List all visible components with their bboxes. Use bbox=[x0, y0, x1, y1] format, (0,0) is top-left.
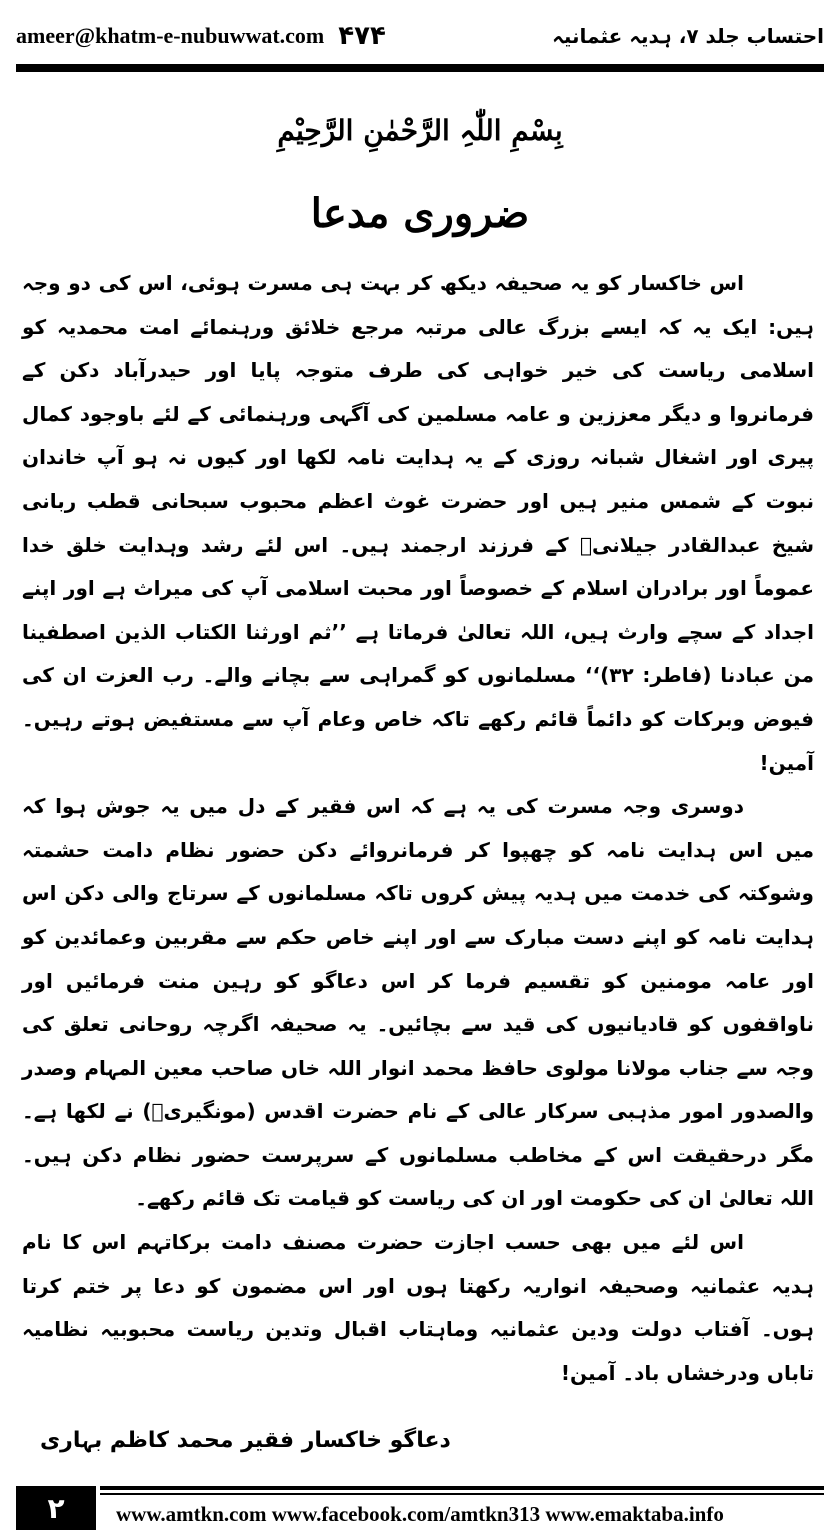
header-page-number: ۴۷۴ bbox=[338, 21, 386, 51]
basmala: بِسْمِ اللّٰہِ الرَّحْمٰنِ الرَّحِیْمِ bbox=[277, 114, 563, 147]
paragraph-3: اس لئے میں بھی حسب اجازت حضرت مصنف دامت برکاتہم اس کا نام ہدیہ عثمانیہ وصحیفہ انواریہ رکھتا ہوں اور اس مضمون کو دعا پر ختم کرتا ہوں۔ آفتاب دولت ودین عثمانیہ وماہتاب اقبال وتدین ریاست محبوبیہ نظامیہ تاباں ودرخشاں باد۔ آمین! bbox=[22, 1230, 814, 1385]
footer-page-badge: ۲ bbox=[16, 1486, 96, 1530]
footer-rule bbox=[100, 1486, 824, 1490]
footer-links[interactable]: www.amtkn.com www.facebook.com/amtkn313 www.emaktaba.info bbox=[116, 1502, 724, 1526]
footer-rule-thin bbox=[100, 1493, 824, 1495]
paragraph-2: دوسری وجہ مسرت کی یہ ہے کہ اس فقیر کے دل میں یہ جوش ہوا کہ میں اس ہدایت نامہ کو چھپوا کر فرمانروائے دکن حضور نظام دامت حشمتہ وشوکتہ کی خدمت میں ہدیہ پیش کروں تاکہ مسلمانوں کے سرتاج والی دکن اس ہدایت نامہ کو اپنے دست مبارک سے اور اپنے خاص حکم سے مقربین وعمائدین کو اور عامہ مومنین کو تقسیم فرما کر اس دعاگو کو رہین منت فرمائیں اور ناواقفوں کو قادیانیوں کی قید سے بچائیں۔ یہ صحیفہ اگرچہ روحانی تعلق کی وجہ سے جناب مولانا مولوی حافظ محمد انوار اللہ خاں صاحب معین المہام وصدر والصدور امور مذہبی سرکار عالی کے نام حضرت اقدس (مونگیریؒ) نے لکھا ہے۔ مگر درحقیقت اس کے مخاطب مسلمانوں کے سرپرست حضور نظام دکن ہیں۔ اللہ تعالیٰ ان کی حکومت اور ان کی ریاست کو قیامت تک قائم رکھے۔ bbox=[22, 794, 814, 1211]
page-header bbox=[16, 14, 824, 58]
header-left bbox=[16, 21, 386, 51]
header-rule bbox=[16, 64, 824, 72]
paragraph-1: اس خاکسار کو یہ صحیفہ دیکھ کر بہت ہی مسرت ہوئی، اس کی دو وجہ ہیں: ایک یہ کہ ایسے بزرگ عالی مرتبہ مرجع خلائق ورہنمائے امت محمدیہ کو اسلامی ریاست کی خیر خواہی کی طرف متوجہ پایا اور حیدرآباد دکن کے فرمانروا و دیگر معززین و عامہ مسلمین کی آگہی ورہنمائی کے لئے باوجود کمال پیری اور اشغال شبانہ روزی کے یہ ہدایت نامہ لکھا اور کیوں نہ ہو آپ خاندان نبوت کے شمس منیر ہیں اور حضرت غوث اعظم محبوب سبحانی قطب ربانی شیخ عبدالقادر جیلانیؒ کے فرزند ارجمند ہیں۔ اس لئے رشد وہدایت خلق خدا عموماً اور برادران اسلام کے خصوصاً اور محبت اسلامی آپ کی میراث ہے اور اپنے اجداد کے سچے وارث ہیں، اللہ تعالیٰ فرماتا ہے ’’ثم اورثنا الکتاب الذین اصطفینا من عبادنا (فاطر: ۳۲)‘‘ مسلمانوں کو گمراہی سے بچانے والے۔ رب العزت ان کی فیوض وبرکات کو دائماً قائم رکھے تاکہ خاص وعام آپ سے مستفیض ہوتے رہیں۔ آمین! bbox=[22, 271, 814, 775]
body-text bbox=[22, 262, 814, 1395]
header-email[interactable]: ameer@khatm-e-nubuwwat.com bbox=[16, 23, 325, 48]
signature: دعاگو خاکسار فقیر محمد کاظم بہاری bbox=[40, 1428, 451, 1453]
page-title: ضروری مدعا bbox=[310, 190, 530, 237]
header-book-title: احتساب جلد ۷، ہدیہ عثمانیہ bbox=[552, 24, 824, 48]
page-footer bbox=[16, 1486, 824, 1530]
